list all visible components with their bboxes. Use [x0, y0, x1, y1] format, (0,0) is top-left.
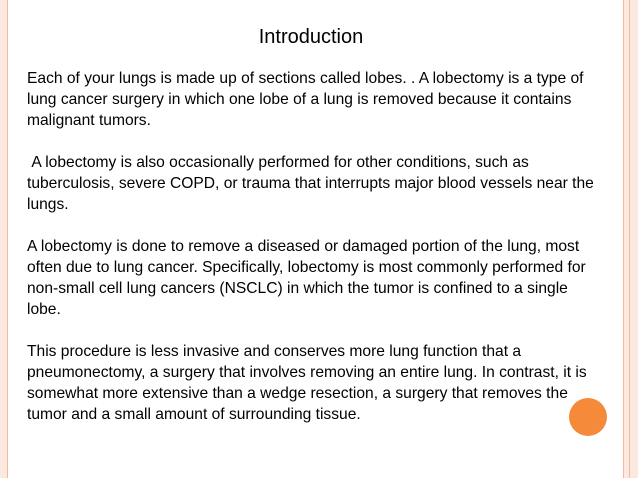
paragraph-3: A lobectomy is done to remove a diseased or damaged portion of the lung, most often due to lung cancer. Specifically, lobectomy is most commonly performed for non-small cell lung cancers (NSCLC) in which the tumor is confined to a single lobe. [27, 238, 586, 318]
paragraph-4: This procedure is less invasive and conserves more lung function that a pneumonectomy, a surgery that involves removing an entire lung. In contrast, it is somewhat more extensive than a wedge resection, a surgery that removes the tumor and a small amount of surrounding tissue. [27, 343, 587, 423]
paragraph-1: Each of your lungs is made up of sections called lobes. . A lobectomy is a type of lung cancer surgery in which one lobe of a lung is removed because it contains malignant tumors. [27, 70, 584, 129]
slide-body [27, 68, 597, 446]
decorative-orange-circle [569, 398, 607, 436]
slide-title-text: Introduction [258, 26, 364, 48]
slide-title [0, 26, 622, 49]
paragraph-2: A lobectomy is also occasionally performed for other conditions, such as tuberculosis, severe COPD, or trauma that interrupts major blood vessels near the lungs. [27, 154, 599, 213]
accent-line [629, 0, 630, 478]
